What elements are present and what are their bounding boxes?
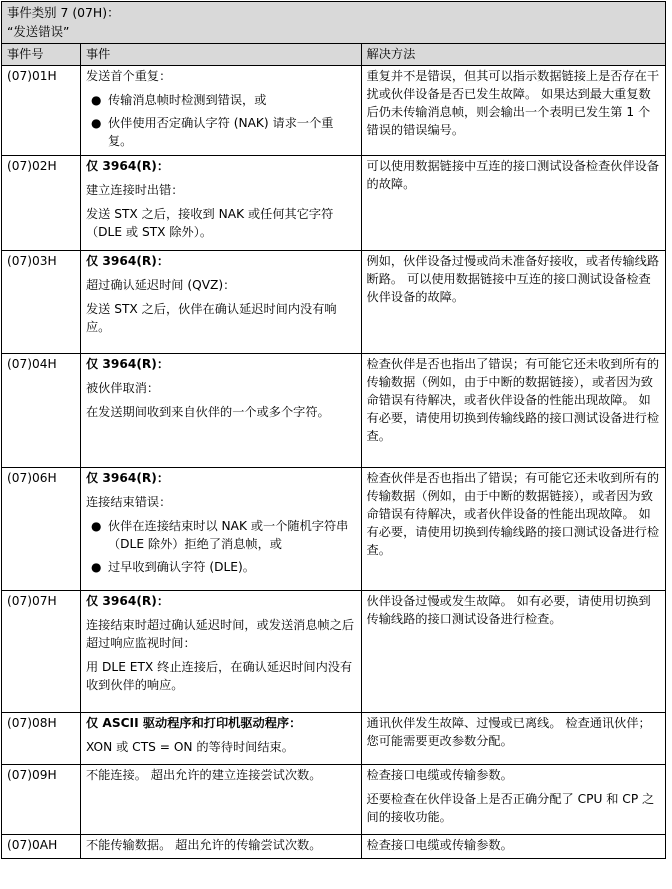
event-text: XON 或 CTS = ON 的等待时间结束。 (85, 740, 294, 754)
event-number: (07)04H (2, 354, 81, 468)
table-row (2, 354, 666, 468)
solution-text: 可以使用数据链接中互连的接口测试设备检查伙伴设备的故障。 (366, 159, 660, 191)
table-row (2, 835, 666, 859)
event-description (80, 468, 361, 591)
table-title (2, 2, 666, 44)
event-description (80, 835, 361, 859)
event-detail: 在发送期间收到来自伙伴的一个或多个字符。 (85, 405, 330, 419)
event-number: (07)08H (2, 713, 81, 765)
list-item (86, 91, 356, 109)
column-header-solution: 解决方法 (361, 44, 665, 66)
event-description (80, 354, 361, 468)
event-number: (07)03H (2, 251, 81, 354)
column-header-number: 事件号 (2, 44, 81, 66)
solution-text: 通讯伙伴发生故障、过慢或已离线。 检查通讯伙伴；您可能需要更改参数分配。 (366, 716, 651, 748)
event-scope: 仅 3964(R)： (85, 159, 170, 173)
event-text: 建立连接时出错： (85, 183, 184, 197)
event-solution (361, 765, 665, 835)
event-description (80, 156, 361, 251)
table-row (2, 591, 666, 713)
table-row (2, 468, 666, 591)
event-solution (361, 354, 665, 468)
event-scope: 仅 3964(R)： (85, 254, 170, 268)
event-scope: 仅 3964(R)： (85, 471, 170, 485)
table-row (2, 156, 666, 251)
event-scope: 仅 ASCII 驱动程序和打印机驱动程序： (85, 716, 302, 730)
event-scope: 仅 3964(R)： (85, 594, 170, 608)
bullet-text: 传输消息帧时检测到错误，或 (107, 93, 267, 107)
event-description (80, 251, 361, 354)
bullet-text: 伙伴使用否定确认字符 (NAK) 请求一个重复。 (107, 116, 334, 148)
event-scope: 仅 3964(R)： (85, 357, 170, 371)
solution-text: 重复并不是错误，但其可以指示数据链接上是否存在干扰或伙伴设备是否已发生故障。 如果达到最大重复数后仍未传输消息帧，则会输出一个表明已发生第 1 个错误的错误编号。 (366, 69, 660, 137)
event-number: (07)06H (2, 468, 81, 591)
column-header-event: 事件 (80, 44, 361, 66)
event-text: 被伙伴取消： (85, 381, 160, 395)
event-description (80, 713, 361, 765)
table-row (2, 66, 666, 156)
solution-text-extra: 还要检查在伙伴设备上是否正确分配了 CPU 和 CP 之间的接收功能。 (366, 792, 655, 824)
event-text: 超过确认延迟时间 (QVZ)： (85, 278, 236, 292)
event-bullet-list (86, 91, 356, 150)
event-number: (07)0AH (2, 835, 81, 859)
event-solution (361, 591, 665, 713)
event-class-table (1, 1, 666, 859)
event-class-subtitle: “发送错误” (7, 24, 70, 39)
bullet-icon: ● (90, 93, 102, 107)
event-solution (361, 251, 665, 354)
solution-text: 检查接口电缆或传输参数。 (366, 838, 513, 852)
event-text: 不能传输数据。 超出允许的传输尝试次数。 (85, 838, 322, 852)
list-item (86, 517, 356, 553)
column-header-row (2, 44, 666, 66)
event-solution (361, 156, 665, 251)
table-row (2, 713, 666, 765)
table-row (2, 765, 666, 835)
table-title-row (2, 2, 666, 44)
event-solution (361, 713, 665, 765)
bullet-text: 过早收到确认字符 (DLE)。 (107, 560, 255, 574)
bullet-icon: ● (90, 116, 102, 130)
bullet-icon: ● (90, 560, 102, 574)
event-text: 连接结束时超过确认延迟时间，或发送消息帧之后超过响应监视时间： (85, 618, 355, 650)
event-detail: 发送 STX 之后，接收到 NAK 或任何其它字符（DLE 或 STX 除外）。 (85, 207, 334, 239)
bullet-icon: ● (90, 519, 102, 533)
event-class-title: 事件类别 7 (07H)： (7, 5, 120, 20)
event-number: (07)09H (2, 765, 81, 835)
event-detail: 发送 STX 之后，伙伴在确认延迟时间内没有响应。 (85, 302, 337, 334)
event-solution (361, 66, 665, 156)
solution-text: 检查接口电缆或传输参数。 (366, 768, 513, 782)
event-solution (361, 468, 665, 591)
table-row (2, 251, 666, 354)
event-number: (07)01H (2, 66, 81, 156)
list-item (86, 114, 356, 150)
solution-text: 检查伙伴是否也指出了错误；有可能它还未收到所有的传输数据（例如，由于中断的数据链接），或者因为致命错误有待解决，或者伙伴设备的性能出现故障。 如有必要，请使用切换到传输线路的接口测试设备进行检查。 (366, 357, 660, 443)
event-table-container (1, 1, 666, 859)
bullet-text: 伙伴在连接结束时以 NAK 或一个随机字符串（DLE 除外）拒绝了消息帧，或 (107, 519, 349, 551)
event-detail: 用 DLE ETX 终止连接后，在确认延迟时间内没有收到伙伴的响应。 (85, 660, 353, 692)
event-description (80, 66, 361, 156)
solution-text: 检查伙伴是否也指出了错误；有可能它还未收到所有的传输数据（例如，由于中断的数据链接），或者因为致命错误有待解决，或者伙伴设备的性能出现故障。 如有必要，请使用切换到传输线路的接口测试设备进行检查。 (366, 471, 660, 557)
event-description (80, 765, 361, 835)
event-text: 连接结束错误： (85, 495, 172, 509)
solution-text: 例如，伙伴设备过慢或尚未准备好接收，或者传输线路断路。 可以使用数据链接中互连的接口测试设备检查伙伴设备的故障。 (366, 254, 660, 304)
event-text: 发送首个重复： (85, 69, 172, 83)
list-item (86, 558, 356, 576)
event-number: (07)02H (2, 156, 81, 251)
event-text: 不能连接。 超出允许的建立连接尝试次数。 (85, 768, 322, 782)
event-bullet-list (86, 517, 356, 576)
event-solution (361, 835, 665, 859)
event-description (80, 591, 361, 713)
solution-text: 伙伴设备过慢或发生故障。 如有必要，请使用切换到传输线路的接口测试设备进行检查。 (366, 594, 651, 626)
event-number: (07)07H (2, 591, 81, 713)
